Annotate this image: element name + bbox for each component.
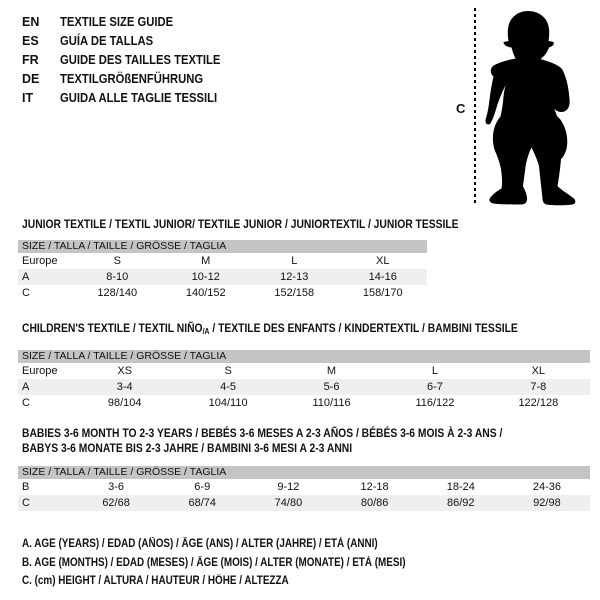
- table-row: [18, 253, 427, 269]
- size-cell: 86/92: [447, 497, 475, 509]
- language-title: GUIDA ALLE TAGLIE TESSILI: [60, 91, 218, 105]
- size-cell: 110/116: [312, 397, 351, 409]
- size-cell: 92/98: [533, 497, 561, 509]
- size-cell: M: [326, 365, 337, 377]
- size-cell: 14-16: [368, 271, 397, 283]
- size-header-text: SIZE / TALLA / TAILLE / GRÖSSE / TAGLIA: [22, 350, 227, 362]
- size-cell: 158/170: [362, 287, 403, 299]
- size-cell: 3-6: [108, 481, 125, 493]
- footnote-c-text: C. (cm) HEIGHT / ALTURA / HAUTEUR / HÖHE / ALTEZZA: [22, 575, 289, 587]
- size-cell: 128/140: [97, 287, 138, 299]
- size-header-text: SIZE / TALLA / TAILLE / GRÖSSE / TAGLIA: [22, 466, 227, 478]
- children-title-post: / TEXTILE DES ENFANTS / KINDERTEXTIL / BAMBINI TESSILE: [209, 321, 518, 335]
- language-row-es: [22, 32, 238, 51]
- row-label: A: [22, 271, 30, 283]
- size-cell: 62/68: [102, 497, 130, 509]
- babies-title-line2: BABYS 3-6 MONATE BIS 2-3 JAHRE / BAMBINI 3-6 MESI A 2-3 ANNI: [22, 441, 353, 455]
- footnotes: [22, 535, 468, 591]
- row-label: C: [22, 287, 30, 299]
- size-cell: 104/110: [208, 397, 248, 409]
- language-title: GUIDE DES TAILLES TEXTILE: [60, 53, 221, 67]
- size-cell: 10-12: [191, 271, 220, 283]
- size-cell: 98/104: [107, 397, 142, 409]
- size-cell: XL: [531, 365, 546, 377]
- size-cell: L: [431, 365, 438, 377]
- junior-section-title: [22, 217, 530, 231]
- children-title-subscript: /A: [202, 327, 210, 336]
- size-cell: 7-8: [530, 381, 547, 393]
- junior-size-header-bar: [18, 240, 427, 253]
- row-label: C: [22, 397, 30, 409]
- table-row: [18, 495, 590, 511]
- language-row-fr: [22, 51, 238, 70]
- children-section-title-text: [22, 321, 518, 339]
- size-cell: 9-12: [277, 481, 300, 493]
- size-cell: 6-7: [426, 381, 443, 393]
- size-cell: 12-13: [280, 271, 309, 283]
- children-title-pre: CHILDREN'S TEXTILE / TEXTIL NIÑO: [22, 321, 203, 335]
- table-row: [18, 479, 590, 495]
- babies-size-table: [18, 466, 590, 511]
- language-code: DE: [22, 72, 40, 86]
- junior-section-title-text: JUNIOR TEXTILE / TEXTIL JUNIOR/ TEXTILE JUNIOR / JUNIORTEXTIL / JUNIOR TESSILE: [22, 217, 459, 231]
- size-cell: 8-10: [106, 271, 129, 283]
- row-label: A: [22, 381, 30, 393]
- size-cell: 74/80: [274, 497, 303, 509]
- junior-size-table: [18, 240, 427, 301]
- footnote-c: [22, 572, 468, 591]
- language-title: TEXTILE SIZE GUIDE: [60, 15, 174, 29]
- size-cell: XL: [376, 255, 390, 267]
- size-cell: 140/152: [185, 287, 226, 299]
- size-cell: S: [113, 255, 121, 267]
- size-cell: L: [291, 255, 298, 267]
- size-cell: 152/158: [274, 287, 315, 299]
- language-code: FR: [22, 53, 39, 67]
- children-size-header-bar: [18, 350, 590, 363]
- babies-size-header-bar: [18, 466, 590, 479]
- language-code: IT: [22, 91, 34, 105]
- language-title: TEXTILGRÖßENFÜHRUNG: [60, 72, 204, 86]
- footnote-b: [22, 554, 468, 573]
- footnote-a-text: A. AGE (YEARS) / EDAD (AÑOS) / ÂGE (ANS) / ALTER (JAHRE) / ETÀ (ANNI): [22, 538, 378, 550]
- language-title: GUÍA DE TALLAS: [60, 34, 154, 48]
- baby-silhouette-shape: [485, 11, 575, 205]
- size-cell: 3-4: [116, 381, 133, 393]
- table-row: [18, 285, 427, 301]
- language-code: EN: [22, 15, 40, 29]
- language-code: ES: [22, 34, 39, 48]
- footnote-b-text: B. AGE (MONTHS) / EDAD (MESES) / ÂGE (MOIS) / ALTER (MONATE) / ETÀ (MESI): [22, 556, 406, 569]
- language-row-en: [22, 13, 238, 32]
- baby-silhouette: [482, 8, 578, 208]
- children-size-table: [18, 350, 590, 411]
- table-row: [18, 379, 590, 395]
- table-row: [18, 363, 590, 379]
- footnote-a: [22, 535, 468, 554]
- size-cell: M: [201, 255, 211, 267]
- language-row-de: [22, 70, 238, 89]
- size-cell: 116/122: [415, 397, 455, 409]
- children-section-title: [22, 321, 598, 339]
- size-cell: 12-18: [360, 481, 389, 493]
- size-header-text: SIZE / TALLA / TAILLE / GRÖSSE / TAGLIA: [22, 240, 227, 252]
- row-label: Europe: [22, 255, 58, 267]
- row-label: C: [22, 497, 30, 509]
- height-measure-dashed-line: [474, 8, 476, 206]
- babies-section-title: [22, 426, 581, 456]
- size-cell: 4-5: [220, 381, 237, 393]
- table-row: [18, 395, 590, 411]
- language-row-it: [22, 89, 238, 108]
- size-cell: XS: [117, 365, 133, 377]
- size-cell: 122/128: [518, 397, 559, 409]
- row-label: Europe: [22, 365, 58, 377]
- size-cell: 18-24: [446, 481, 475, 493]
- size-cell: 6-9: [194, 481, 211, 493]
- row-label: B: [22, 481, 30, 493]
- size-cell: 5-6: [323, 381, 340, 393]
- language-header: [22, 13, 238, 108]
- babies-title-line1: BABIES 3-6 MONTH TO 2-3 YEARS / BEBÉS 3-6 MESES A 2-3 AÑOS / BÉBÉS 3-6 MOIS À 2-3 ANS /: [22, 426, 503, 440]
- size-cell: 24-36: [532, 481, 562, 493]
- height-measure-label: C: [456, 101, 466, 116]
- size-cell: 80/86: [360, 497, 389, 509]
- size-cell: 68/74: [188, 497, 217, 509]
- size-cell: S: [224, 365, 232, 377]
- table-row: [18, 269, 427, 285]
